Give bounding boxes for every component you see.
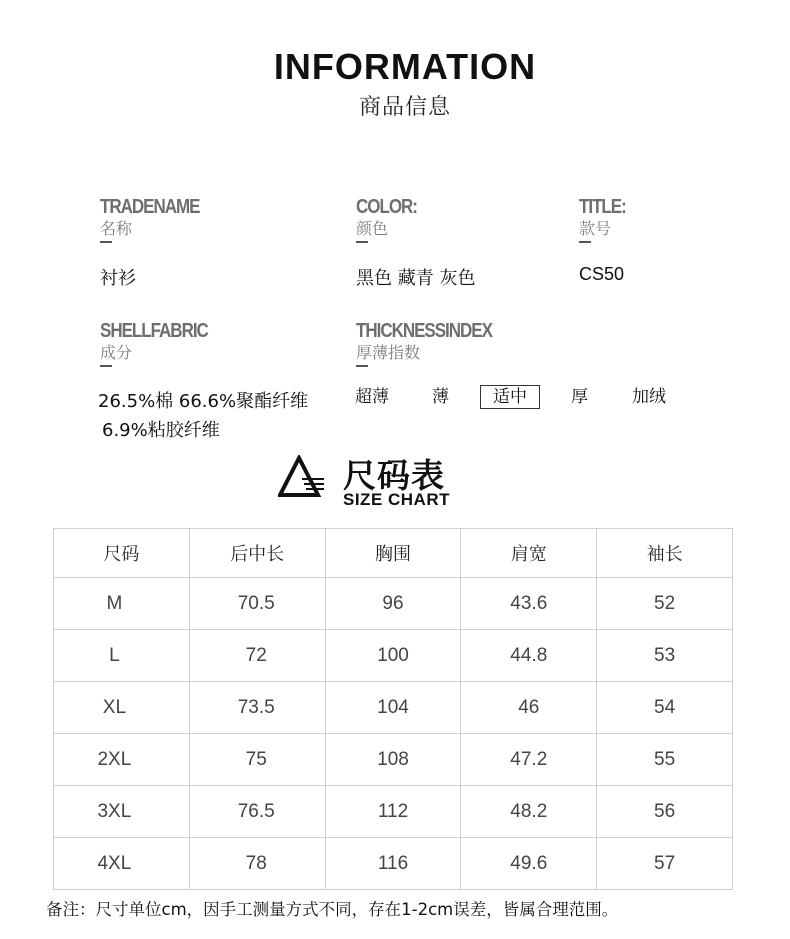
- table-row: [54, 734, 733, 786]
- thickness-option-selected: 适中: [480, 385, 540, 409]
- table-row: [54, 838, 733, 890]
- hanger-icon: [278, 455, 326, 499]
- thickness-option: 超薄: [355, 387, 389, 407]
- trade-name-en: TRADENAME: [100, 196, 200, 218]
- color-cn: 颜色: [356, 219, 389, 238]
- trade-name-label: [100, 196, 217, 243]
- color-value: 黑色 藏青 灰色: [356, 268, 476, 289]
- title-cn: 款号: [579, 219, 612, 238]
- divider: [356, 365, 368, 367]
- size-chart-title: 尺码表: [343, 456, 445, 495]
- table-cell: 73.5: [189, 682, 325, 734]
- table-cell: L: [54, 630, 190, 682]
- column-header: 袖长: [597, 529, 733, 578]
- thickness-option: 加绒: [632, 387, 666, 407]
- column-header: 胸围: [325, 529, 461, 578]
- thickness-option: 厚: [571, 387, 588, 407]
- page-title: INFORMATION: [273, 46, 537, 87]
- shell-fabric-value-line1: 26.5%棉 66.6%聚酯纤维: [98, 391, 309, 412]
- shell-fabric-label: [100, 320, 227, 367]
- title-value: CS50: [579, 264, 625, 284]
- table-row: [54, 786, 733, 838]
- thickness-en: THICKNESSINDEX: [356, 320, 492, 342]
- table-cell: 104: [325, 682, 461, 734]
- column-header: 后中长: [189, 529, 325, 578]
- divider: [356, 241, 368, 243]
- table-cell: XL: [54, 682, 190, 734]
- table-cell: 49.6: [461, 838, 597, 890]
- table-cell: 44.8: [461, 630, 597, 682]
- table-cell: 112: [325, 786, 461, 838]
- column-header: 肩宽: [461, 529, 597, 578]
- title-en: TITLE:: [579, 196, 626, 218]
- table-cell: 54: [597, 682, 733, 734]
- table-cell: 100: [325, 630, 461, 682]
- divider: [579, 241, 591, 243]
- footnote: 备注：尺寸单位cm，因手工测量方式不同，存在1-2cm误差，皆属合理范围。: [46, 900, 619, 919]
- table-row: [54, 578, 733, 630]
- table-header-row: [54, 529, 733, 578]
- table-cell: 3XL: [54, 786, 190, 838]
- trade-name-cn: 名称: [100, 219, 133, 238]
- title-label: [579, 196, 634, 243]
- table-cell: 78: [189, 838, 325, 890]
- page-subtitle: 商品信息: [358, 95, 451, 120]
- table-cell: 72: [189, 630, 325, 682]
- table-cell: 75: [189, 734, 325, 786]
- table-cell: 116: [325, 838, 461, 890]
- table-cell: 57: [597, 838, 733, 890]
- table-row: [54, 630, 733, 682]
- table-cell: 70.5: [189, 578, 325, 630]
- table-cell: 47.2: [461, 734, 597, 786]
- color-label: [356, 196, 428, 243]
- table-cell: 56: [597, 786, 733, 838]
- table-cell: 55: [597, 734, 733, 786]
- shell-fabric-cn: 成分: [100, 343, 133, 362]
- thickness-label: [356, 320, 516, 367]
- column-header: 尺码: [54, 529, 190, 578]
- table-cell: 46: [461, 682, 597, 734]
- table-cell: 76.5: [189, 786, 325, 838]
- thickness-option: 薄: [432, 387, 449, 407]
- table-cell: 53: [597, 630, 733, 682]
- table-cell: 4XL: [54, 838, 190, 890]
- size-chart-subtitle: SIZE CHART: [343, 490, 450, 509]
- color-en: COLOR:: [356, 196, 417, 218]
- thickness-cn: 厚薄指数: [356, 343, 421, 362]
- divider: [100, 241, 112, 243]
- table-cell: 43.6: [461, 578, 597, 630]
- table-cell: M: [54, 578, 190, 630]
- size-table: [53, 528, 733, 890]
- shell-fabric-value-line2: 6.9%粘胶纤维: [102, 420, 220, 441]
- table-cell: 96: [325, 578, 461, 630]
- table-cell: 2XL: [54, 734, 190, 786]
- shell-fabric-en: SHELLFABRIC: [100, 320, 208, 342]
- table-cell: 48.2: [461, 786, 597, 838]
- table-cell: 52: [597, 578, 733, 630]
- trade-name-value: 衬衫: [100, 268, 136, 289]
- table-cell: 108: [325, 734, 461, 786]
- divider: [100, 365, 112, 367]
- table-row: [54, 682, 733, 734]
